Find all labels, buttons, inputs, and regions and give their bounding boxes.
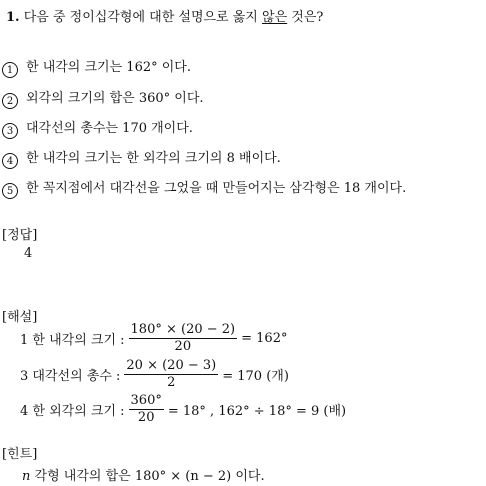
question-line xyxy=(6,6,323,25)
fraction xyxy=(129,322,238,355)
option-3 xyxy=(2,117,193,137)
hint-heading: [힌트] xyxy=(2,447,38,462)
question-prefix: 다음 중 정이십각형에 대한 설명으로 옳지 xyxy=(23,10,258,25)
explanation-result: = 162° xyxy=(241,331,288,346)
hint-line xyxy=(22,465,265,484)
option-text: 한 내각의 크기는 162° 이다. xyxy=(26,60,191,75)
explanation-result: = 170 (개) xyxy=(222,369,289,384)
fraction xyxy=(129,393,164,426)
explanation-result: = 18° , 162° ÷ 18° = 9 (배) xyxy=(167,404,347,419)
fraction-denominator: 2 xyxy=(167,375,176,390)
explanation-heading: [해설] xyxy=(2,310,38,325)
option-text: 외각의 크기의 합은 360° 이다. xyxy=(26,91,204,106)
fraction-numerator: 360° xyxy=(130,393,162,408)
option-marker: 2 xyxy=(2,93,18,109)
explanation-line-1 xyxy=(20,322,287,355)
explanation-line-2 xyxy=(20,358,289,391)
option-text: 한 내각의 크기는 한 외각의 크기의 8 배이다. xyxy=(26,151,281,166)
option-marker: 4 xyxy=(2,153,18,169)
question-underlined: 않은 xyxy=(262,10,288,25)
option-marker: 3 xyxy=(2,123,18,139)
explanation-label: 1 한 내각의 크기 : xyxy=(20,333,125,348)
hint-variable: n xyxy=(22,469,31,484)
fraction xyxy=(124,358,218,391)
question-suffix: 것은? xyxy=(291,10,324,25)
option-1 xyxy=(2,56,191,76)
fraction-numerator: 20 × (20 − 3) xyxy=(126,358,217,373)
explanation-line-3 xyxy=(20,393,346,426)
option-5 xyxy=(2,177,406,197)
fraction-denominator: 20 xyxy=(137,410,155,425)
fraction-denominator: 20 xyxy=(174,339,192,354)
fraction-numerator: 180° × (20 − 2) xyxy=(130,322,236,337)
explanation-label: 3 대각선의 총수 : xyxy=(20,369,121,384)
option-text: 대각선의 총수는 170 개이다. xyxy=(26,121,193,136)
option-text: 한 꼭지점에서 대각선을 그었을 때 만들어지는 삼각형은 18 개이다. xyxy=(26,181,407,196)
answer-heading: [정답] xyxy=(2,228,38,243)
hint-text: 각형 내각의 합은 180° × (n − 2) 이다. xyxy=(34,469,265,484)
option-4 xyxy=(2,147,281,167)
answer-value: 4 xyxy=(24,246,33,261)
option-marker: 5 xyxy=(2,183,18,199)
option-2 xyxy=(2,87,204,107)
question-number: 1. xyxy=(6,10,20,25)
option-marker: 1 xyxy=(2,62,18,78)
explanation-label: 4 한 외각의 크기 : xyxy=(20,404,125,419)
